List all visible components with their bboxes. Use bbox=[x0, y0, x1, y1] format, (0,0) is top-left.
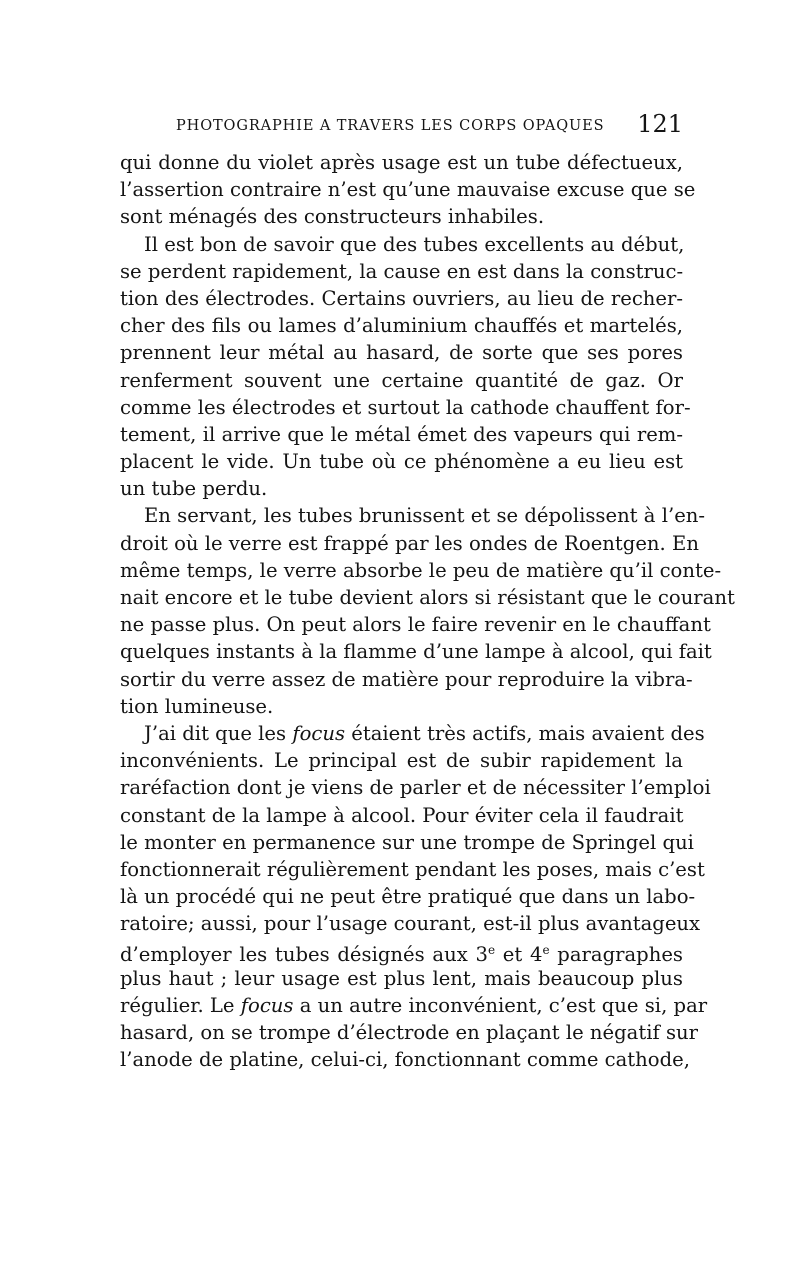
italic-word: focus bbox=[292, 721, 346, 745]
italic-word: focus bbox=[240, 993, 294, 1017]
text-line: tion des électrodes. Certains ouvriers, au lieu de recher- bbox=[120, 286, 683, 310]
text-line: renferment souvent une certaine quantité de gaz. Or bbox=[120, 368, 683, 392]
text-line: tement, il arrive que le métal émet des vapeurs qui rem- bbox=[120, 422, 683, 446]
text-line: l’anode de platine, celui-ci, fonctionnant comme cathode, bbox=[120, 1048, 690, 1072]
text-line: quelques instants à la flamme d’une lampe à alcool, qui fait bbox=[120, 640, 712, 664]
text-line: cher des fils ou lames d’aluminium chauffés et martelés, bbox=[120, 314, 683, 338]
text-fragment: d’employer les tubes désignés aux 3 bbox=[120, 943, 488, 967]
running-title: PHOTOGRAPHIE A TRAVERS LES CORPS OPAQUES bbox=[176, 118, 605, 134]
text-line: constant de la lampe à alcool. Pour éviter cela il faudrait bbox=[120, 803, 684, 827]
superscript: e bbox=[487, 943, 496, 958]
text-fragment: J’ai dit que les bbox=[144, 721, 293, 745]
text-line: raréfaction dont je viens de parler et de nécessiter l’emploi bbox=[120, 776, 711, 800]
page-number: 121 bbox=[637, 110, 683, 138]
text-line: nait encore et le tube devient alors si résistant que le courant bbox=[120, 586, 735, 609]
text-line: droit où le verre est frappé par les ondes de Roentgen. En bbox=[120, 531, 699, 555]
text-line: placent le vide. Un tube où ce phénomène a eu lieu est bbox=[120, 450, 683, 474]
text-fragment: et 4 bbox=[495, 943, 543, 967]
text-line: prennent leur métal au hasard, de sorte que ses pores bbox=[120, 341, 683, 365]
text-line: fonctionnerait régulièrement pendant les poses, mais c’est bbox=[120, 857, 705, 881]
body-text bbox=[120, 149, 735, 1073]
text-line: qui donne du violet après usage est un tube défectueux, bbox=[120, 151, 683, 174]
text-line: En servant, les tubes brunissent et se dépolissent à l’en- bbox=[144, 504, 706, 528]
text-line: sortir du verre assez de matière pour reproduire la vibra- bbox=[120, 667, 693, 691]
text-line: le monter en permanence sur une trompe de Springel qui bbox=[120, 830, 694, 854]
text-line: se perdent rapidement, la cause en est dans la construc- bbox=[120, 259, 684, 283]
text-line: tion lumineuse. bbox=[120, 694, 274, 718]
text-line: un tube perdu. bbox=[120, 477, 268, 501]
text-line: ratoire; aussi, pour l’usage courant, est-il plus avantageux bbox=[120, 912, 701, 936]
text-line: l’assertion contraire n’est qu’une mauvaise excuse que se bbox=[120, 178, 696, 202]
running-header bbox=[120, 110, 683, 140]
text-line: comme les électrodes et surtout la cathode chauffent for- bbox=[120, 395, 691, 419]
superscript: e bbox=[542, 943, 550, 958]
text-line: inconvénients. Le principal est de subir rapidement la bbox=[120, 749, 683, 773]
text-fragment: paragraphes bbox=[549, 943, 683, 967]
text-line: sont ménagés des constructeurs inhabiles. bbox=[120, 205, 545, 229]
text-line: même temps, le verre absorbe le peu de matière qu’il conte- bbox=[120, 558, 722, 582]
text-line: hasard, on se trompe d’électrode en plaçant le négatif sur bbox=[120, 1021, 699, 1044]
text-line: ne passe plus. On peut alors le faire revenir en le chauffant bbox=[120, 613, 711, 637]
text-fragment: étaient très actifs, mais avaient des bbox=[345, 721, 705, 745]
text-line bbox=[120, 937, 683, 967]
text-fragment: a un autre inconvénient, c’est que si, par bbox=[293, 993, 708, 1017]
text-line bbox=[120, 992, 708, 1019]
text-line: plus haut ; leur usage est plus lent, mais beaucoup plus bbox=[120, 966, 683, 990]
text-fragment: régulier. Le bbox=[120, 993, 241, 1017]
text-line: là un procédé qui ne peut être pratiqué que dans un labo- bbox=[120, 885, 696, 909]
text-line bbox=[120, 720, 705, 747]
text-line: Il est bon de savoir que des tubes excellents au début, bbox=[144, 232, 685, 256]
